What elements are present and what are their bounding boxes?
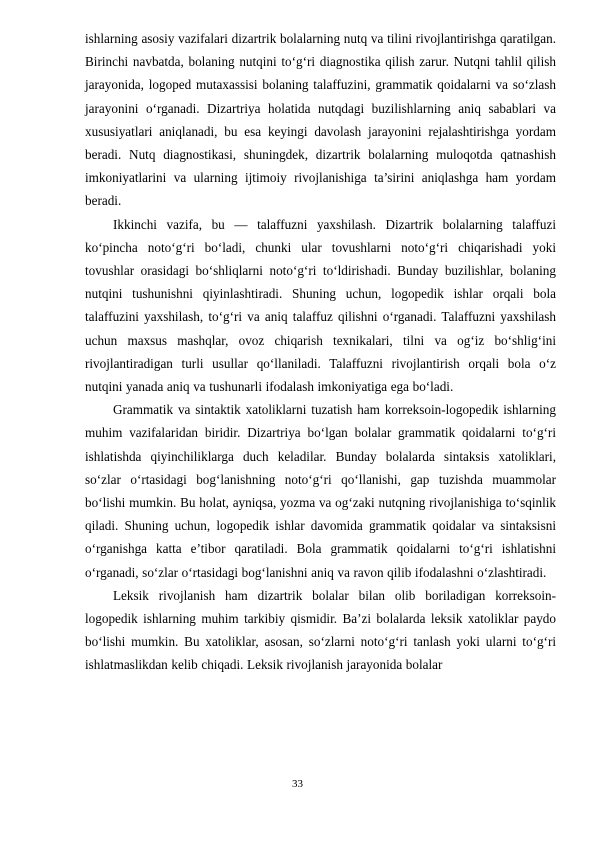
paragraph-3: Grammatik va sintaktik xatoliklarni tuzatish ham korreksoin-logopedik ishlarning muhim vazifalaridan biridir. Dizartriya bo‘lgan bolalar grammatik qoidalarni to‘g‘ri ishlatishda qiyinchiliklarga duch keladilar. Bunday bolalarda sintaksis xatoliklari, so‘zlar o‘rtasidagi bog‘lanishning noto‘g‘ri qo‘llanishi, gap tuzishda muammolar bo‘lishi mumkin. Bu holat, ayniqsa, yozma va og‘zaki nutqning rivojlanishiga to‘sqinlik qiladi. Shuning uchun, logopedik ishlar davomida grammatik qoidalar va sintaksisni o‘rganishga katta e’tibor qaratiladi. Bola grammatik qoidalarni to‘g‘ri ishlatishni o‘rganadi, so‘zlar o‘rtasidagi bog‘lanishni aniq va ravon qilib ifodalashni o‘zlashtiradi. [85,402,556,580]
paragraph-2: Ikkinchi vazifa, bu — talaffuzni yaxshilash. Dizartrik bolalarning talaffuzi ko‘pincha noto‘g‘ri bo‘ladi, chunki ular tovushlarni noto‘g‘ri chiqarishadi yoki tovushlar orasidagi bo‘shliqlarni noto‘g‘ri to‘ldirishadi. Bunday buzilishlar, bolaning nutqini tushunishni qiyinlashtiradi. Shuning uchun, logopedik ishlar orqali bola talaffuzini yaxshilash, to‘g‘ri va aniq talaffuz qilishni o‘rganadi. Talaffuzni yaxshilash uchun maxsus mashqlar, ovoz chiqarish texnikalari, tilni va og‘iz bo‘shlig‘ini rivojlantiradigan turli usullar qo‘llaniladi. Talaffuzni rivojlantirish orqali bola o‘z nutqini yanada aniq va tushunarli ifodalash imkoniyatiga ega bo‘ladi. [85,216,556,395]
paragraph-4: Leksik rivojlanish ham dizartrik bolalar bilan olib boriladigan korreksoin-logopedik ishlarning muhim tarkibiy qismidir. Ba’zi bolalarda leksik xatoliklar paydo bo‘lishi mumkin. Bu xatoliklar, asosan, so‘zlarni noto‘g‘ri tanlash yoki ularni to‘g‘ri ishlatmaslikdan kelib chiqadi. Leksik rivojlanish jarayonida bolalar [85,587,556,673]
paragraph-1: ishlarning asosiy vazifalari dizartrik bolalarning nutq va tilini rivojlantirishga qaratilgan. Birinchi navbatda, bolaning nutqini to‘g‘ri diagnostika qilish zarur. Nutqni tahlil qilish jarayonida, logoped mutaxassisi bolaning talaffuzini, grammatik qoidalarni va so‘zlash jarayonini o‘rganadi. Dizartriya holatida nutqdagi buzilishlarning aniq sabablari va xususiyatlari aniqlanadi, bu esa keyingi davolash jarayonini rejalashtirishga yordam beradi. Nutq diagnostikasi, shuningdek, dizartrik bolalarning muloqotda qatnashish imkoniyatlarini va ularning ijtimoiy rivojlanishiga ta’sirini aniqlashga ham yordam beradi. [85,31,556,209]
page-body [85,27,556,677]
page-number: 33 [292,778,303,790]
